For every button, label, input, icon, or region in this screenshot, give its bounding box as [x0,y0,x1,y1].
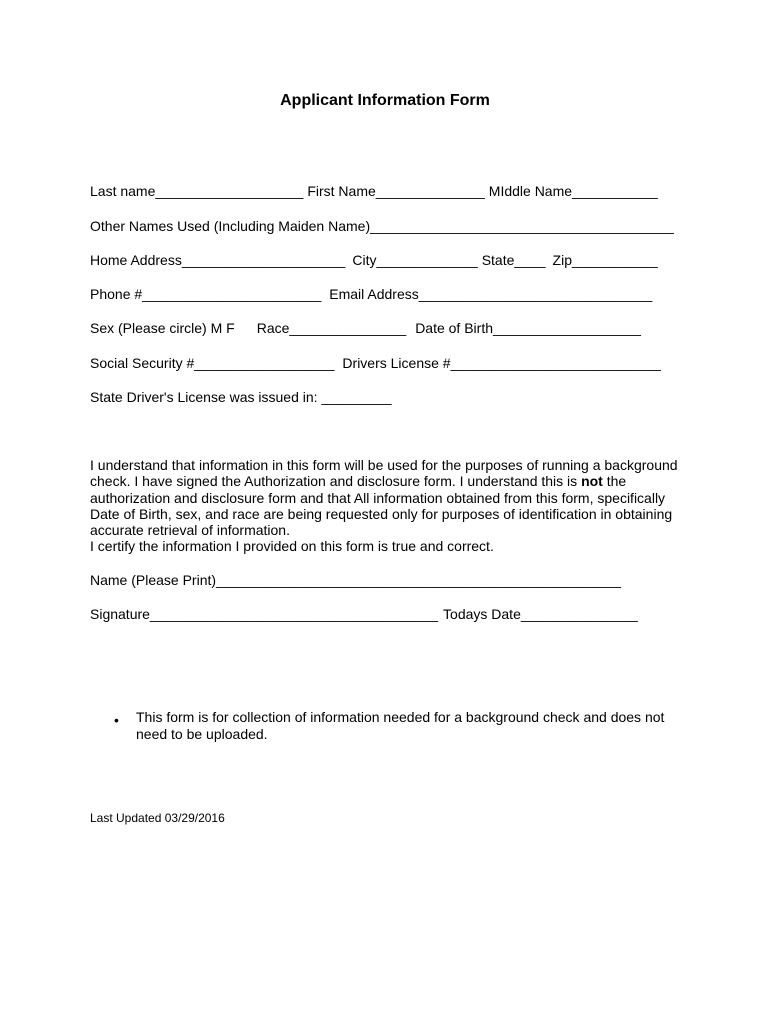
statement-text: the [602,473,627,490]
license-state-field[interactable]: State Driver's License was issued in: _________ [90,389,392,405]
contact-row [90,286,652,303]
drivers-license-field[interactable]: Drivers License #___________________________ [342,355,661,371]
city-field[interactable]: City_____________ [352,252,478,268]
race-field[interactable]: Race_______________ [256,320,407,336]
name-row [90,183,658,200]
email-field[interactable]: Email Address______________________________ [329,286,653,302]
home-address-field[interactable]: Home Address_____________________ [90,252,346,268]
note-line: This form is for collection of information needed for a background check and does not [136,709,665,725]
license-state-row [90,389,392,406]
social-security-field[interactable]: Social Security #__________________ [90,355,335,371]
print-name-row [90,572,621,589]
note-text [136,709,664,743]
statement-paragraph [90,457,680,555]
other-names-field[interactable]: Other Names Used (Including Maiden Name)_______________________________________ [90,218,674,234]
demographics-row [90,320,641,337]
middle-name-field[interactable]: MIddle Name___________ [488,183,658,199]
phone-field[interactable]: Phone #_______________________ [90,286,322,302]
signature-field[interactable]: Signature_____________________________________ [90,606,439,622]
statement-line: Date of Birth, sex, and race are being requested only for purposes of identification in obtaining [90,505,673,522]
state-field[interactable]: State____ [481,252,546,268]
page-title: Applicant Information Form [280,92,490,109]
address-row [90,252,658,269]
statement-line [90,473,680,489]
note-line: need to be uploaded. [136,726,268,742]
todays-date-field[interactable]: Todays Date_______________ [443,606,638,622]
certification-line: I certify the information I provided on this form is true and correct. [90,538,494,555]
last-name-field[interactable]: Last name___________________ [90,183,304,199]
bullet-icon: • [114,712,119,728]
sex-field[interactable]: Sex (Please circle) M F [90,320,235,336]
zip-field[interactable]: Zip___________ [552,252,658,268]
date-of-birth-field[interactable]: Date of Birth___________________ [415,320,641,336]
other-names-row [90,218,674,235]
id-numbers-row [90,355,661,372]
statement-line: authorization and disclosure form and that All information obtained from this form, specifically [90,489,666,506]
print-name-field[interactable]: Name (Please Print)____________________________________________________ [90,572,621,588]
statement-line: I understand that information in this form will be used for the purposes of running a background [90,457,678,473]
signature-row [90,606,638,623]
last-updated: Last Updated 03/29/2016 [90,811,225,825]
statement-text: check. I have signed the Authorization and disclosure form. I understand this is [90,473,582,490]
statement-line: accurate retrieval of information. [90,522,290,539]
first-name-field[interactable]: First Name______________ [307,183,485,199]
statement-bold-not: not [581,473,603,490]
